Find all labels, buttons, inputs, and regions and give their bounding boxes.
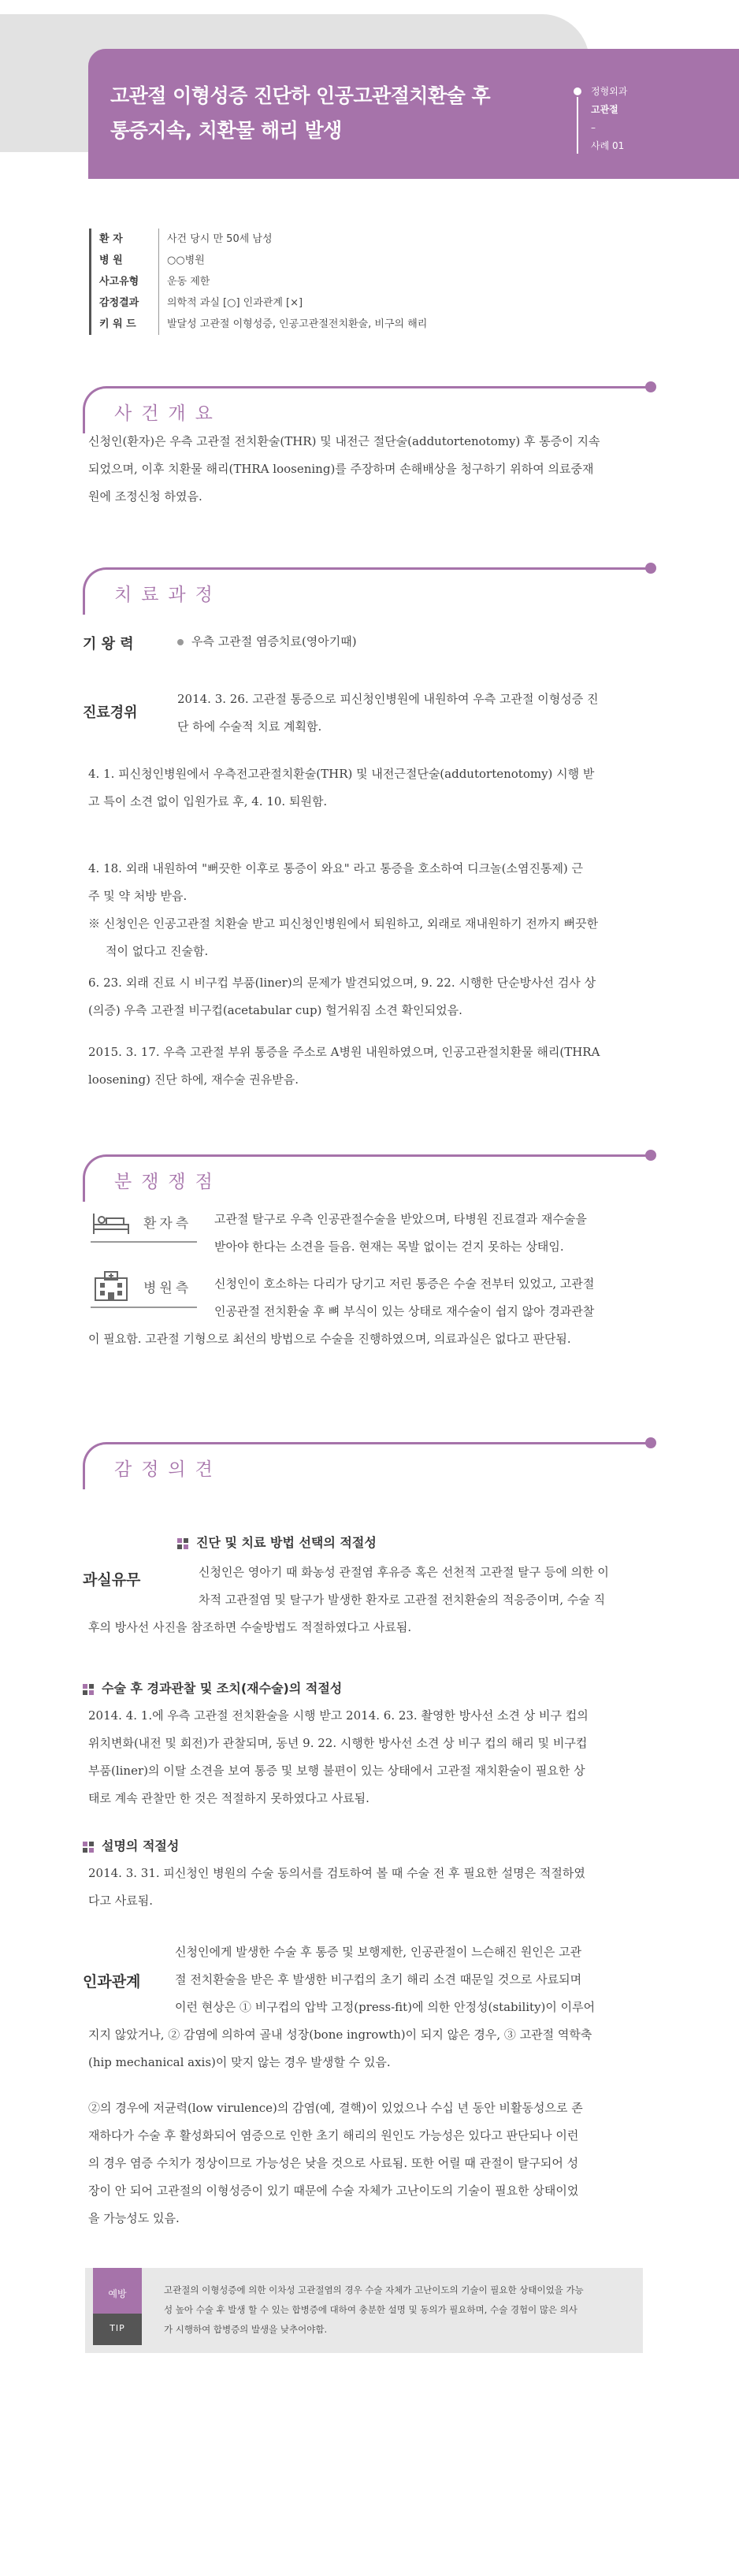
tag-department: 정형외과: [591, 86, 628, 97]
patient-side-label: 환자측: [143, 1216, 192, 1232]
section-title: 분쟁쟁점: [114, 1172, 222, 1192]
section-header-overview: [83, 370, 650, 426]
section-bullet-icon: [83, 1684, 94, 1695]
overview-text: 신청인(환자)은 우측 고관절 전치환술(THR) 및 내전근 절단술(addutortenotomy) 후 통증이 지속 되었으며, 이후 치환물 해리(THRA loosening)를 주장하며 손해배상을 청구하기 위하여 의료중재 원에 조정신청 하였음.: [88, 434, 600, 504]
causal-text-2: ②의 경우에 저균력(low virulence)의 감염(예, 결핵)이 있었으나 수십 년 동안 비활동성으로 존 재하다가 수술 후 활성화되어 염증으로 인한 초기 해리의 원인도 가능성은 있다고 판단되나 이런 의 경우 염증 수치가 정상이므로 가능성은 낮을 것으로 사료됨. 또한 어릴 때 관절이 탈구되어 성 장이 안 되어 고관절의 이형성증이 있기 때문에 수술 자체가 고난이도의 기술이 필요한 상태이었 을 가능성도 있음.: [88, 2101, 583, 2225]
tag-body-part: 고관절: [591, 104, 618, 115]
treatment-paragraph-3: 6. 23. 외래 진료 시 비구컵 부품(liner)의 문제가 발견되었으며, 9. 22. 시행한 단순방사선 검사 상 (의증) 우측 고관절 비구컵(acetabular cup) 헐거워짐 소견 확인되었음.: [88, 976, 596, 1017]
section-title: 치료과정: [114, 585, 222, 605]
section-header-dispute: [83, 1139, 650, 1194]
fault-label: 과실유무: [83, 1571, 141, 1589]
hospital-side-label: 병원측: [143, 1281, 192, 1296]
tip-badge-bottom: TIP: [93, 2314, 142, 2345]
treatment-paragraph-1: 4. 1. 피신청인병원에서 우측전고관절치환술(THR) 및 내전근절단술(addutortenotomy) 시행 받 고 특이 소견 없이 입원가료 후, 4. 10. 퇴원함.: [88, 767, 595, 808]
tip-text: 고관절의 이형성증에 의한 이차성 고관절염의 경우 수술 자체가 고난이도의 기술이 필요한 상태이었을 가능 성 높아 수술 후 발생 할 수 있는 합병증에 대하여 충분한 설명 및 동의가 필요하며, 수술 경험이 많은 의사 가 시행하여 합병증의 발생을 낮추어야함.: [164, 2284, 584, 2335]
tip-badge-top: 예방: [93, 2268, 142, 2314]
title-line-2: 통증지속, 치환물 해리 발생: [110, 119, 342, 142]
course-label: 진료경위: [83, 704, 138, 721]
diagnosis-text: 신청인은 영아기 때 화농성 관절염 후유증 혹은 선천적 고관절 탈구 등에 의한 이 차적 고관절염 및 탈구가 발생한 환자로 고관절 전치환술의 적응증이며, 수술 직 후의 방사선 사진을 참조하면 수술방법도 적절하였다고 사료됨.: [88, 1565, 609, 1634]
heading-post-op: 수술 후 경과관찰 및 조치(재수술)의 적절성: [83, 1678, 342, 1697]
prevention-tip-box: [85, 2268, 643, 2353]
section-bullet-icon: [83, 1842, 94, 1853]
tag-dot-icon: [574, 87, 581, 95]
title-line-1: 고관절 이형성증 진단하 인공고관절치환술 후: [110, 84, 491, 107]
section-header-opinion: [83, 1426, 650, 1481]
section-title: 감정의견: [114, 1459, 222, 1480]
heading-diagnosis: 진단 및 치료 방법 선택의 적절성: [177, 1533, 377, 1551]
causal-text: 신청인에게 발생한 수술 후 통증 및 보행제한, 인공관절이 느슨해진 원인은 고관 절 전치환술을 받은 후 발생한 비구컵의 초기 해리 소견 때문일 것으로 사료되며 이런 현상은 ① 비구컵의 압박 고정(press-fit)에 의한 안정성(stability)이 이루어 지지 않았거나, ② 감염에 의하여 골내 성장(bone ingrowth)이 되지 않은 경우, ③ 고관절 역학축 (hip mechanical axis)이 맞지 않는 경우 발생할 수 있음.: [88, 1945, 596, 2069]
treatment-paragraph-2: 4. 18. 외래 내원하여 "뻐끗한 이후로 통증이 와요" 라고 통증을 호소하여 디크놀(소염진통제) 근 주 및 약 처방 받음. ※ 신청인은 인공고관절 치환술 받고 피신청인병원에서 퇴원하고, 외래로 재내원하기 전까지 뻐끗한 적이 없다고 진술함.: [88, 861, 599, 958]
course-text: 2014. 3. 26. 고관절 통증으로 피신청인병원에 내원하여 우측 고관절 이형성증 진 단 하에 수술적 치료 계획함.: [177, 692, 599, 734]
tag-line: [577, 97, 578, 154]
heading-explanation: 설명의 적절성: [83, 1836, 179, 1854]
tag-case-number: 사례 01: [591, 140, 625, 151]
section-title: 사건개요: [114, 403, 222, 424]
page-title: [110, 79, 583, 148]
bullet-icon: [177, 639, 184, 645]
tip-badge: [85, 2268, 158, 2353]
tag-dash: –: [591, 122, 596, 133]
explanation-text: 2014. 3. 31. 피신청인 병원의 수술 동의서를 검토하여 볼 때 수술 전 후 필요한 설명은 적절하였 다고 사료됨.: [88, 1866, 585, 1908]
divider: [91, 1241, 197, 1243]
category-tag: [591, 83, 627, 155]
patient-claim: 고관절 탈구로 우측 인공관절수술을 받았으며, 타병원 진료결과 재수술을 받아야 한다는 소견을 들음. 현재는 목발 없이는 걷지 못하는 상태임.: [214, 1212, 587, 1254]
section-header-treatment: [83, 552, 650, 607]
hospital-claim: 신청인이 호소하는 다리가 당기고 저린 통증은 수술 전부터 있었고, 고관절 인공관절 전치환술 후 뼈 부식이 있는 상태로 재수술이 쉽지 않아 경과관찰 이 필요함. 고관절 기형으로 최선의 방법으로 수술을 진행하였으며, 의료과실은 없다고 판단됨.: [88, 1277, 595, 1346]
section-bullet-icon: [177, 1538, 188, 1549]
post-op-text: 2014. 4. 1.에 우측 고관절 전치환술을 시행 받고 2014. 6. 23. 촬영한 방사선 소견 상 비구 컵의 위치변화(내전 및 회전)가 관찰되며, 동년 9. 22. 시행한 방사선 소견 상 비구 컵의 해리 및 비구컵 부품(liner)의 이탈 소견을 보여 통증 및 보행 불편이 있는 상태에서 고관절 재치환술이 필요한 상 태로 계속 관찰만 한 것은 적절하지 못하였다고 사료됨.: [88, 1708, 589, 1805]
history-label: 기 왕 력: [83, 636, 134, 652]
causal-label: 인과관계: [83, 1973, 141, 1991]
patient-bed-icon: [91, 1206, 132, 1237]
treatment-paragraph-4: 2015. 3. 17. 우측 고관절 부위 통증을 주소로 A병원 내원하였으며, 인공고관절치환물 해리(THRA loosening) 진단 하에, 재수술 권유받음.: [88, 1045, 600, 1087]
history-value: 우측 고관절 염증치료(영아기때): [177, 628, 571, 656]
